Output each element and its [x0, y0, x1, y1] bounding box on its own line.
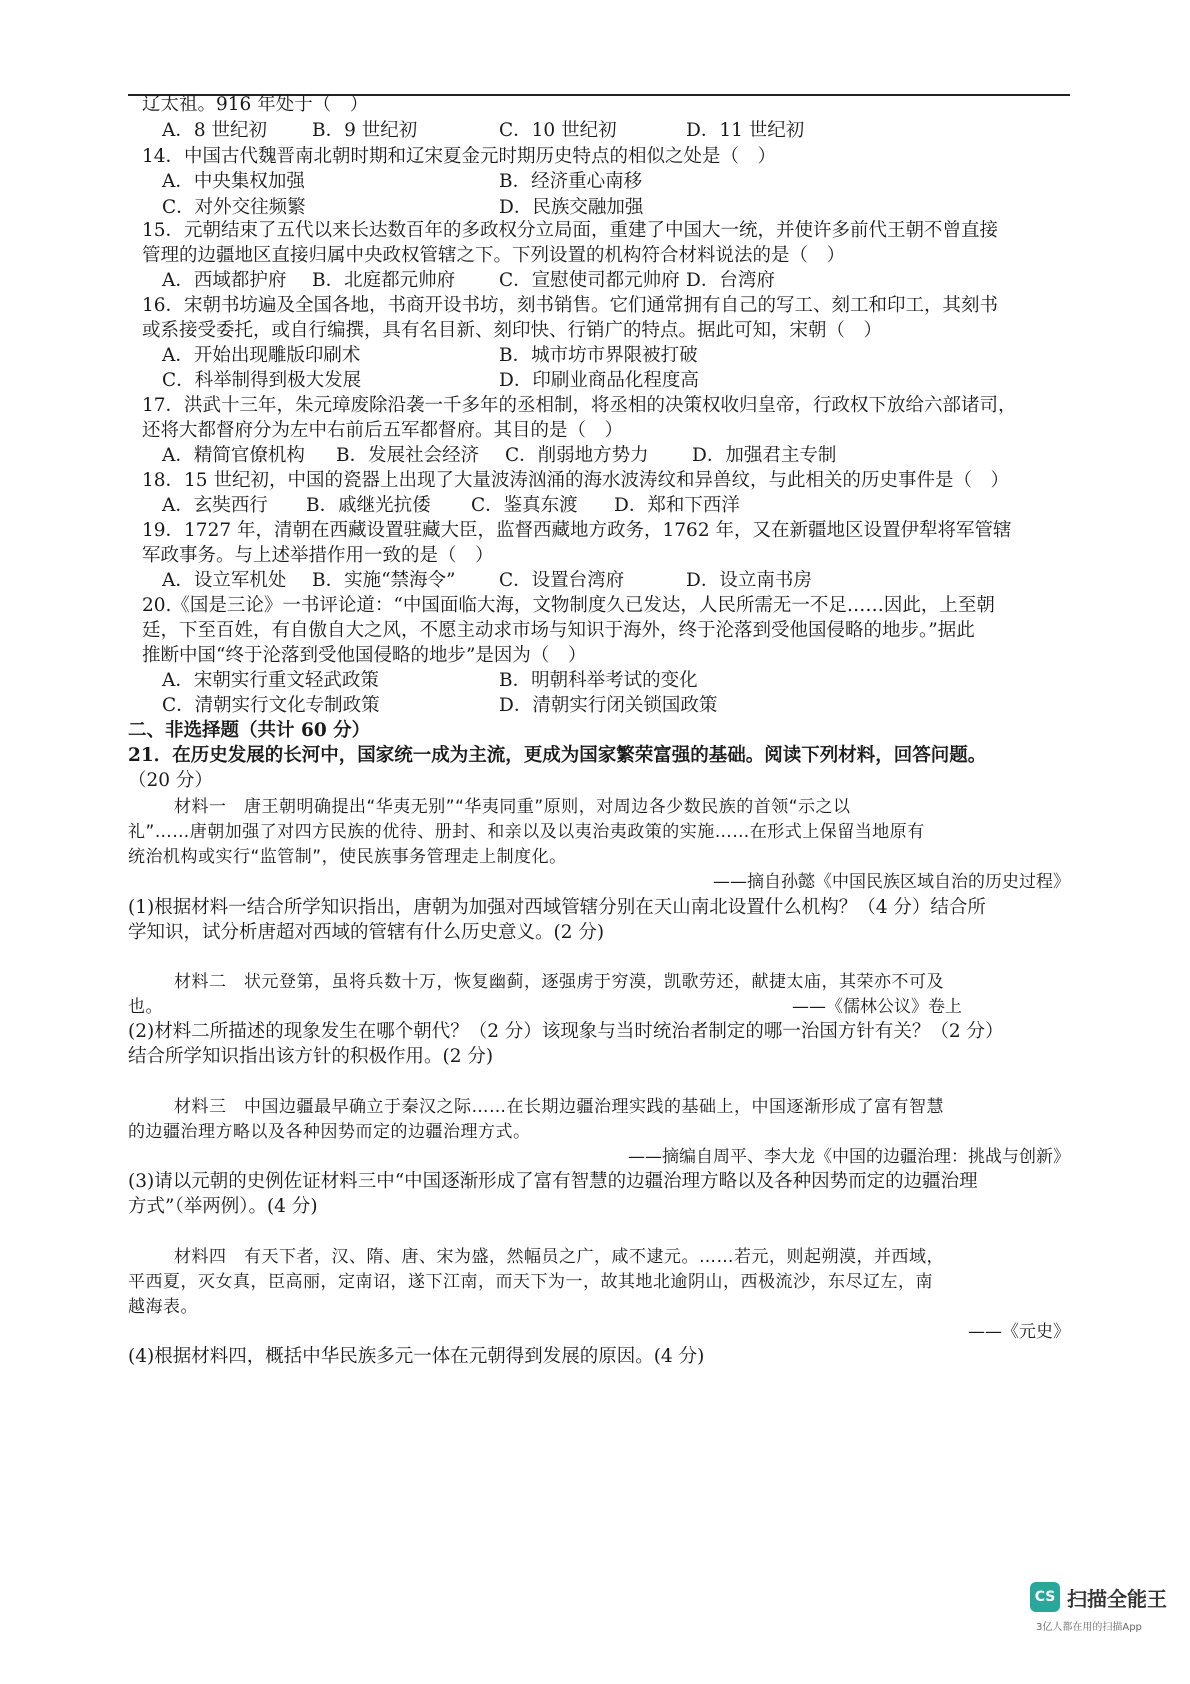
- q19-option-d: D．设立南书房: [686, 570, 812, 591]
- q16-option-b: B．城市坊市界限被打破: [499, 345, 698, 366]
- q19-option-a: A．设立军机处: [162, 570, 287, 591]
- q14-option-b: B．经济重心南移: [499, 171, 643, 192]
- q16-line1: 16．宋朝书坊遍及全国各地，书商开设书坊，刻书销售。它们通常拥有自己的写工、刻工和印工，其刻书: [142, 295, 999, 316]
- q15-option-b: B．北庭都元帅府: [312, 270, 456, 291]
- q17-option-b: B．发展社会经济: [336, 445, 480, 466]
- q18-option-b: B．戚继光抗倭: [306, 495, 431, 516]
- q16-option-d: D．印刷业商品化程度高: [499, 370, 699, 391]
- q21-stem-line2: （20 分）: [128, 770, 213, 791]
- q18-option-a: A．玄奘西行: [162, 495, 268, 516]
- material3-line1: 材料三 中国边疆最早确立于秦汉之际……在长期边疆治理实践的基础上，中国逐渐形成了富有智慧: [174, 1097, 944, 1117]
- q14-option-c: C．对外交往频繁: [162, 197, 306, 218]
- q13-option-a: A．8 世纪初: [162, 120, 268, 141]
- material3-source: ——摘编自周平、李大龙《中国的边疆治理：挑战与创新》: [628, 1147, 1070, 1167]
- q19-option-c: C．设置台湾府: [499, 570, 625, 591]
- q15-option-a: A．西域都护府: [162, 270, 287, 291]
- q21-stem-line1: 21．在历史发展的长河中，国家统一成为主流，更成为国家繁荣富强的基础。阅读下列材料，回答问题。: [128, 745, 987, 766]
- q15-option-d: D．台湾府: [686, 270, 775, 291]
- q18-line1: 18．15 世纪初，中国的瓷器上出现了大量波涛汹涌的海水波涛纹和异兽纹，与此相关的历史事件是（ ）: [142, 470, 1009, 491]
- watermark-title: 扫描全能王: [1067, 1586, 1167, 1611]
- q17-option-a: A．精简官僚机构: [162, 445, 305, 466]
- section-heading: 二、非选择题（共计 60 分）: [128, 720, 371, 741]
- q15-line1: 15．元朝结束了五代以来长达数百年的多政权分立局面，重建了中国大一统，并使许多前代王朝不曾直接: [142, 220, 999, 241]
- material1-line1: 材料一 唐王朝明确提出“华夷无别”“华夷同重”原则，对周边各少数民族的首领“示之以: [174, 797, 851, 817]
- material1-line3: 统治机构或实行“监管制”，使民族事务管理走上制度化。: [128, 847, 567, 867]
- material4-line3: 越海表。: [128, 1297, 198, 1317]
- q14-option-a: A．中央集权加强: [162, 171, 305, 192]
- q16-option-a: A．开始出现雕版印刷术: [162, 345, 361, 366]
- q13-option-b: B．9 世纪初: [312, 120, 418, 141]
- question4-line1: (4)根据材料四，概括中华民族多元一体在元朝得到发展的原因。(4 分): [128, 1346, 705, 1367]
- watermark-subtitle: 3亿人都在用的扫描App: [1036, 1622, 1142, 1633]
- material4-source: ——《元史》: [968, 1322, 1070, 1342]
- scanner-watermark: [1030, 1582, 1167, 1612]
- q18-option-d: D．郑和下西洋: [614, 495, 740, 516]
- camscanner-icon: CS: [1030, 1582, 1060, 1612]
- material1-source: ——摘自孙懿《中国民族区域自治的历史过程》: [713, 872, 1070, 892]
- q20-option-d: D．清朝实行闭关锁国政策: [499, 695, 718, 716]
- material2-source: ——《儒林公议》卷上: [792, 997, 962, 1017]
- question2-line1: (2)材料二所描述的现象发生在哪个朝代？（2 分）该现象与当时统治者制定的哪一治国方针有关？（2 分）: [128, 1021, 1004, 1042]
- q17-line2: 还将大都督府分为左中右前后五军都督府。其目的是（ ）: [142, 420, 624, 441]
- q14-option-d: D．民族交融加强: [499, 197, 644, 218]
- q19-line2: 军政事务。与上述举措作用一致的是（ ）: [142, 545, 494, 566]
- question3-line1: (3)请以元朝的史例佐证材料三中“中国逐渐形成了富有智慧的边疆治理方略以及各种因势而定的边疆治理: [128, 1171, 978, 1192]
- question3-line2: 方式”（举两例）。(4 分): [128, 1196, 318, 1217]
- q14-stem: 14．中国古代魏晋南北朝时期和辽宋夏金元时期历史特点的相似之处是（ ）: [142, 146, 777, 167]
- q13-option-d: D．11 世纪初: [686, 120, 805, 141]
- q15-line2: 管理的边疆地区直接归属中央政权管辖之下。下列设置的机构符合材料说法的是（ ）: [142, 245, 846, 266]
- material1-line2: 礼”……唐朝加强了对四方民族的优待、册封、和亲以及以夷治夷政策的实施……在形式上保留当地原有: [128, 822, 925, 842]
- q19-line1: 19．1727 年，清朝在西藏设置驻藏大臣，监督西藏地方政务，1762 年，又在新疆地区设置伊犁将军管辖: [142, 520, 1012, 541]
- q18-option-c: C．鉴真东渡: [471, 495, 578, 516]
- q17-option-c: C．削弱地方势力: [505, 445, 649, 466]
- material3-line2: 的边疆治理方略以及各种因势而定的边疆治理方式。: [128, 1122, 531, 1142]
- q13-stem: 辽太祖。916 年处于（ ）: [142, 94, 369, 115]
- question1-line2: 学知识，试分析唐超对西域的管辖有什么历史意义。(2 分): [128, 922, 605, 943]
- q15-option-c: C．宣慰使司都元帅府: [499, 270, 680, 291]
- question2-line2: 结合所学知识指出该方针的积极作用。(2 分): [128, 1046, 494, 1067]
- q20-line3: 推断中国“终于沦落到受他国侵略的地步”是因为（ ）: [142, 645, 587, 666]
- q20-option-b: B．明朝科举考试的变化: [499, 670, 698, 691]
- q19-option-b: B．实施“禁海令”: [312, 570, 456, 591]
- material2-line2: 也。: [128, 997, 163, 1017]
- q20-option-a: A．宋朝实行重文轻武政策: [162, 670, 379, 691]
- material4-line2: 平西夏，灭女真，臣高丽，定南诏，遂下江南，而天下为一，故其地北逾阴山，西极流沙，东尽辽左，南: [128, 1272, 933, 1292]
- q16-line2: 或系接受委托，或自行编撰，具有名目新、刻印快、行销广的特点。据此可知，宋朝（ ）: [142, 320, 883, 341]
- material4-line1: 材料四 有天下者，汉、隋、唐、宋为盛，然幅员之广，咸不逮元。……若元，则起朔漠，并西域，: [174, 1247, 944, 1267]
- q16-option-c: C．科举制得到极大发展: [162, 370, 362, 391]
- material2-line1: 材料二 状元登第，虽将兵数十万，恢复幽蓟，逐强虏于穷漠，凯歌劳还，献捷太庙，其荣亦不可及: [174, 972, 944, 992]
- question1-line1: (1)根据材料一结合所学知识指出，唐朝为加强对西域管辖分别在天山南北设置什么机构？（4 分）结合所: [128, 897, 986, 918]
- q20-line2: 廷，下至百姓，有自傲自大之风，不愿主动求市场与知识于海外，终于沦落到受他国侵略的地步。”据此: [142, 620, 975, 641]
- q20-line1: 20.《国是三论》一书评论道：“中国面临大海，文物制度久已发达，人民所需无一不足……因此，上至朝: [142, 595, 995, 616]
- q17-line1: 17．洪武十三年，朱元璋废除沿袭一千多年的丞相制，将丞相的决策权收归皇帝，行政权下放给六部诸司，: [142, 395, 1017, 416]
- q13-option-c: C．10 世纪初: [499, 120, 617, 141]
- q17-option-d: D．加强君主专制: [692, 445, 837, 466]
- q20-option-c: C．清朝实行文化专制政策: [162, 695, 380, 716]
